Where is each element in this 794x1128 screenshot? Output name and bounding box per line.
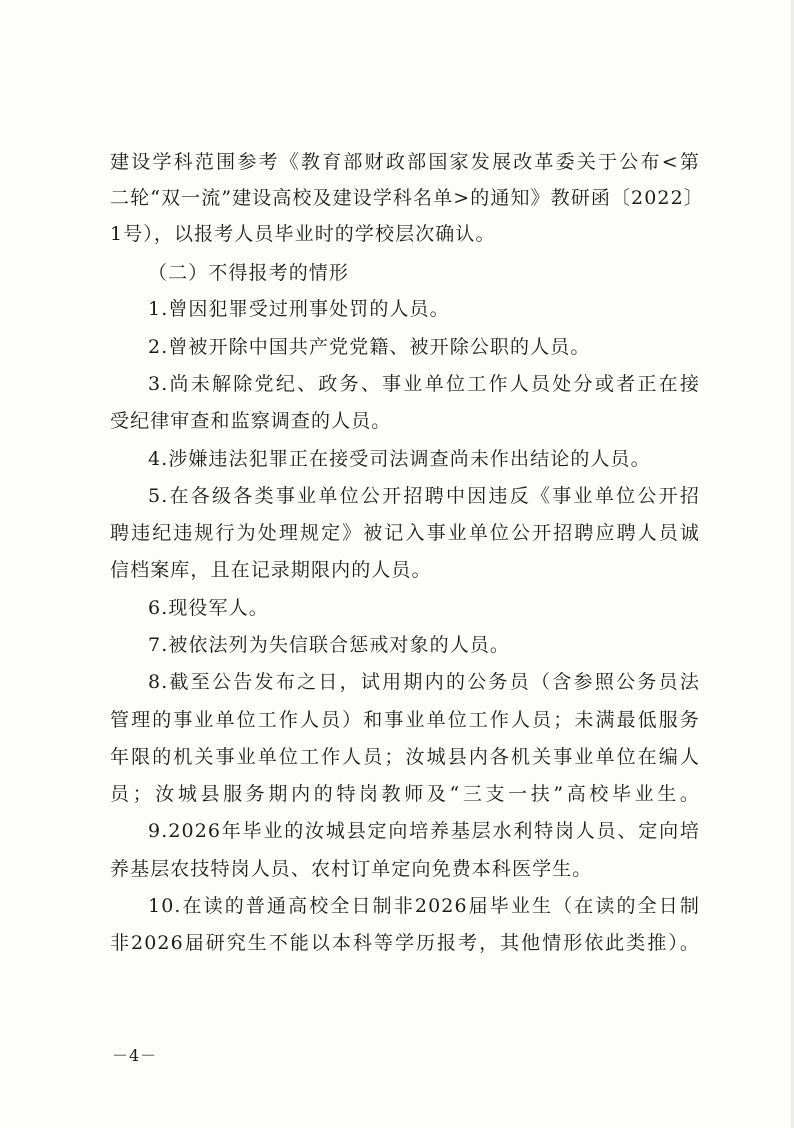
text-line: 信档案库，且在记录期限内的人员。 [110,559,432,581]
text-line: 二轮“双一流”建设高校及建设学科名单>的通知》教研函〔2022〕 [110,187,704,209]
text-line: 3.尚未解除党纪、政务、事业单位工作人员处分或者正在接 [148,373,700,395]
text-line: 管理的事业单位工作人员）和事业单位工作人员；未满最低服务 [110,709,700,731]
text-line: 建设学科范围参考《教育部财政部国家发展改革委关于公布<第 [110,151,700,173]
text-line: 9.2026年毕业的汝城县定向培养基层水利特岗人员、定向培 [148,820,700,842]
section-heading: （二）不得报考的情形 [148,262,350,284]
text-line: 5.在各级各类事业单位公开招聘中因违反《事业单位公开招 [148,485,700,507]
page-number: －4－ [112,1046,158,1065]
text-line: 7.被依法列为失信联合惩戒对象的人员。 [148,634,511,656]
text-line: 10.在读的普通高校全日制非2026届毕业生（在读的全日制 [148,895,700,917]
text-line: 6.现役军人。 [148,597,269,619]
text-line: 4.涉嫌违法犯罪正在接受司法调查尚未作出结论的人员。 [148,448,651,470]
text-line: 1号），以报考人员毕业时的学校层次确认。 [110,223,496,245]
text-line: 非2026届研究生不能以本科等学历报考，其他情形依此类推）。 [110,932,700,954]
text-line: 养基层农技特岗人员、农村订单定向免费本科医学生。 [110,858,593,880]
text-line: 聘违纪违规行为处理规定》被记入事业单位公开招聘应聘人员诚 [110,522,700,544]
text-line: 年限的机关事业单位工作人员；汝城县内各机关事业单位在编人 [110,746,700,768]
text-line: 8.截至公告发布之日，试用期内的公务员（含参照公务员法 [148,671,700,693]
text-line: 员；汝城县服务期内的特岗教师及“三支一扶”高校毕业生。 [110,783,700,805]
text-line: 1.曾因犯罪受过刑事处罚的人员。 [148,298,450,320]
text-line: 受纪律审查和监察调查的人员。 [110,410,392,432]
text-line: 2.曾被开除中国共产党党籍、被开除公职的人员。 [148,336,591,358]
